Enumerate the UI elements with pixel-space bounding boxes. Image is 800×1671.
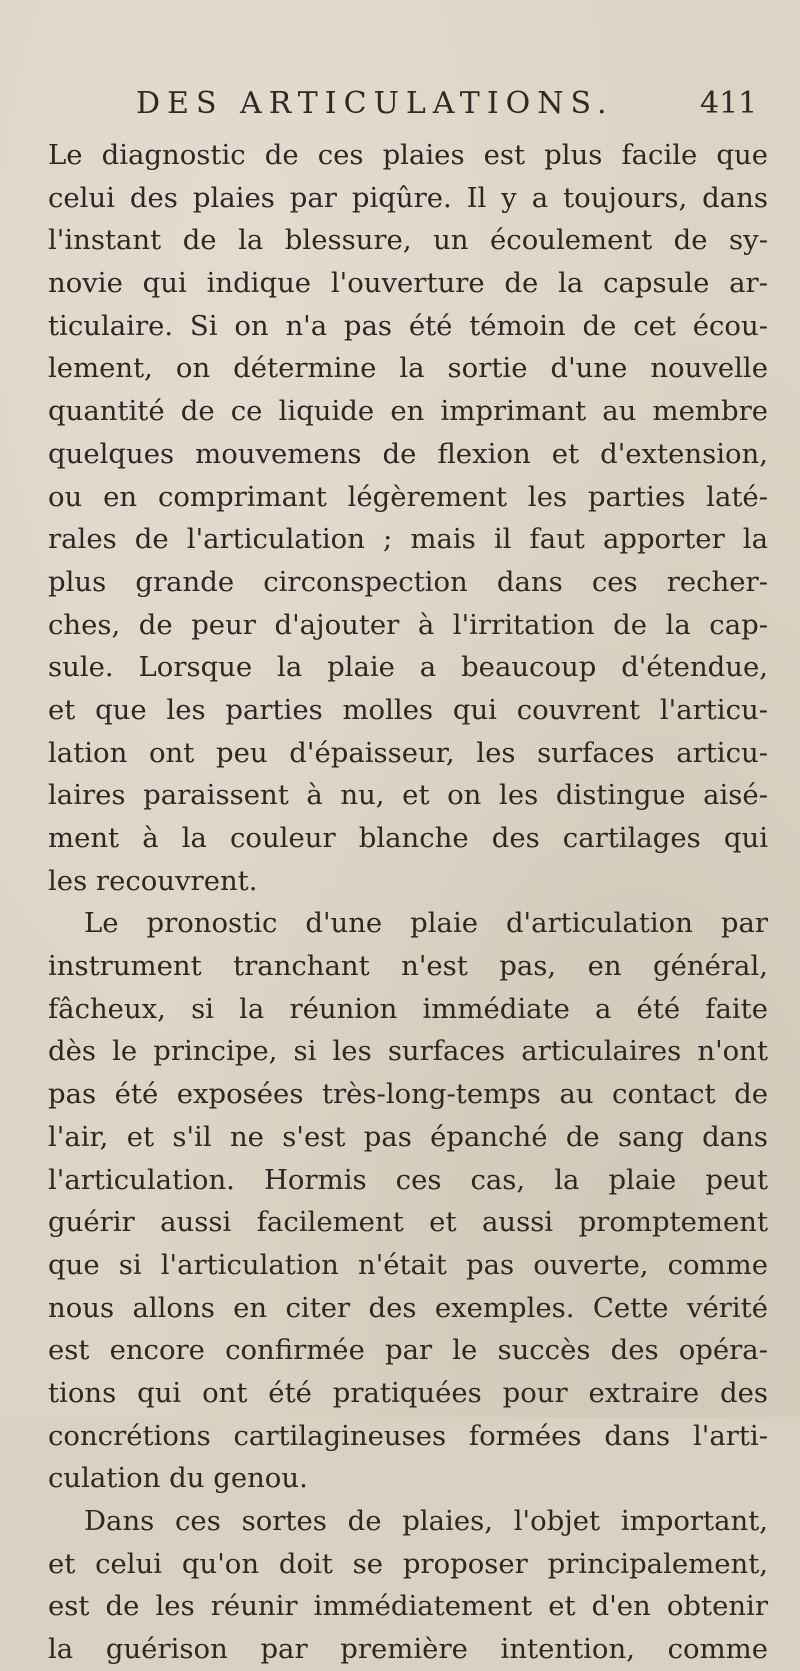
text-line: la guérison par première intention, comme <box>48 1633 768 1666</box>
text-line: novie qui indique l'ouverture de la capsule ar- <box>48 267 768 300</box>
text-line: l'air, et s'il ne s'est pas épanché de sang dans <box>48 1120 768 1153</box>
text-line: guérir aussi facilement et aussi promptement <box>48 1206 768 1239</box>
running-head <box>0 86 800 126</box>
text-line: celui des plaies par piqûre. Il y a toujours, dans <box>48 181 768 214</box>
text-line: nous allons en citer des exemples. Cette vérité <box>48 1291 768 1324</box>
text-line: est encore confirmée par le succès des opéra- <box>48 1334 768 1367</box>
text-line: est de les réunir immédiatement et d'en obtenir <box>48 1590 768 1623</box>
text-line: quelques mouvemens de flexion et d'extension, <box>48 437 768 470</box>
text-line: lation ont peu d'épaisseur, les surfaces articu- <box>48 736 768 769</box>
text-line: l'instant de la blessure, un écoulement de sy- <box>48 224 768 257</box>
text-line: rales de l'articulation ; mais il faut apporter la <box>48 523 768 556</box>
text-line: laires paraissent à nu, et on les distingue aisé- <box>48 779 768 812</box>
text-line: sule. Lorsque la plaie a beaucoup d'étendue, <box>48 651 768 684</box>
text-line: quantité de ce liquide en imprimant au membre <box>48 395 768 428</box>
text-line: et que les parties molles qui couvrent l'articu- <box>48 693 768 726</box>
text-line: dès le principe, si les surfaces articulaires n'ont <box>48 1035 768 1068</box>
body-text <box>48 134 768 1671</box>
text-line: que si l'articulation n'était pas ouverte, comme <box>48 1248 768 1281</box>
paragraph-start-line: Le pronostic d'une plaie d'articulation par <box>84 907 768 940</box>
text-line: et celui qu'on doit se proposer principalement, <box>48 1547 768 1580</box>
text-line: les recouvrent. <box>48 864 258 897</box>
text-line: ou en comprimant légèrement les parties laté- <box>48 480 768 513</box>
text-line: instrument tranchant n'est pas, en général, <box>48 950 768 983</box>
text-line: plus grande circonspection dans ces recher- <box>48 565 768 598</box>
text-line: culation du genou. <box>48 1462 308 1495</box>
text-line: fâcheux, si la réunion immédiate a été faite <box>48 992 768 1025</box>
text-line: ches, de peur d'ajouter à l'irritation de la cap- <box>48 608 768 641</box>
text-line: lement, on détermine la sortie d'une nouvelle <box>48 352 768 385</box>
text-line: tions qui ont été pratiquées pour extraire des <box>48 1376 768 1409</box>
text-line: Le diagnostic de ces plaies est plus facile que <box>48 139 768 171</box>
text-line: pas été exposées très-long-temps au contact de <box>48 1078 768 1111</box>
page-number: 411 <box>700 86 758 121</box>
text-line: concrétions cartilagineuses formées dans l'arti- <box>48 1419 768 1452</box>
text-line: l'articulation. Hormis ces cas, la plaie peut <box>48 1163 768 1196</box>
paragraph-start-line: Dans ces sortes de plaies, l'objet important, <box>84 1505 768 1537</box>
running-title: DES ARTICULATIONS. <box>136 86 614 121</box>
text-line: ticulaire. Si on n'a pas été témoin de cet écou- <box>48 309 768 342</box>
text-line: ment à la couleur blanche des cartilages qui <box>48 822 768 854</box>
